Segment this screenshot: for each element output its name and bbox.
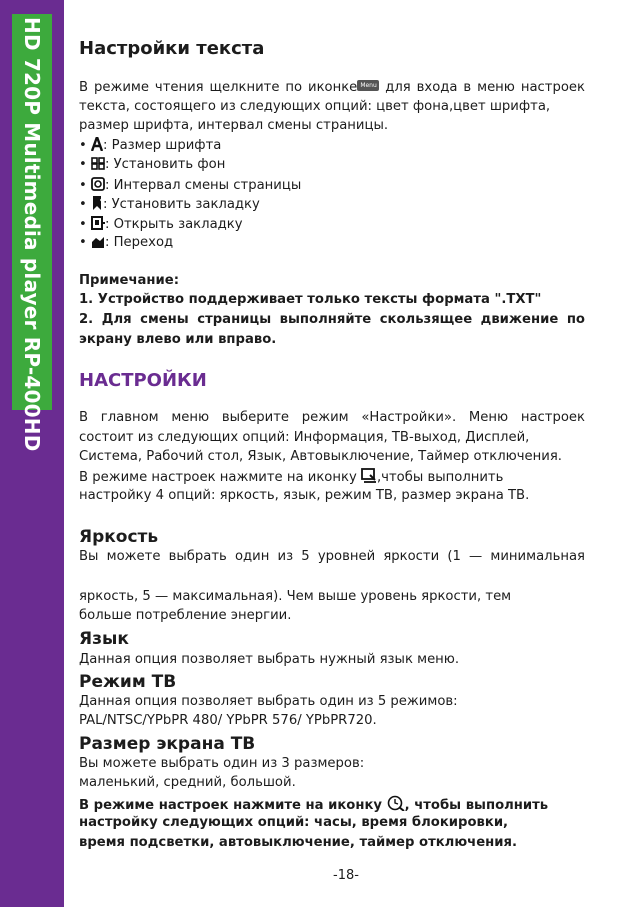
tv-size-bold-line3: время подсветки, автовыключение, таймер отключения. — [79, 835, 517, 850]
settings-line2: состоит из следующих опций: Информация, ТВ-выход, Дисплей, — [79, 430, 530, 445]
list-item-background: • : Установить фон — [79, 157, 226, 172]
text-settings-intro-line2: текста, состоящего из следующих опций: цвет фона,цвет шрифта, — [79, 99, 551, 114]
tv-mode-title: Режим ТВ — [79, 672, 177, 692]
language-line1: Данная опция позволяет выбрать нужный язык меню. — [79, 652, 460, 667]
note-line3: экрану влево или вправо. — [79, 332, 277, 347]
settings-line4: В режиме настроек нажмите на иконку ,чтобы выполнить — [79, 470, 504, 485]
settings-line3: Система, Рабочий стол, Язык, Автовыключение, Таймер отключения. — [79, 449, 562, 464]
goto-icon — [91, 235, 105, 248]
text-settings-title: Настройки текста — [79, 38, 265, 59]
set-bookmark-icon — [91, 196, 103, 210]
list-item-font-size: • : Размер шрифта — [79, 138, 222, 153]
tv-mode-line2: PAL/NTSC/YPbPR 480/ YPbPR 576/ YPbPR720. — [79, 713, 377, 728]
note-line1: 1. Устройство поддерживает только тексты формата ".TXT" — [79, 292, 542, 307]
brightness-line1: Вы можете выбрать один из 5 уровней яркости (1 — минимальная — [79, 549, 585, 564]
settings-icon — [361, 468, 377, 483]
list-item-set-bookmark: • : Установить закладку — [79, 197, 260, 212]
settings-line1: В главном меню выберите режим «Настройки». Меню настроек — [79, 410, 585, 425]
tv-mode-line1: Данная опция позволяет выбрать один из 5 режимов: — [79, 694, 458, 709]
clock-settings-icon — [387, 795, 405, 811]
tv-size-line2: маленький, средний, большой. — [79, 775, 296, 790]
text-settings-intro-line3: размер шрифта, интервал смены страницы. — [79, 118, 389, 133]
tv-size-bold-line2: настройку следующих опций: часы, время блокировки, — [79, 815, 509, 830]
tv-size-title: Размер экрана ТВ — [79, 734, 256, 754]
note-line2: 2. Для смены страницы выполняйте скользящее движение по — [79, 312, 585, 327]
settings-line5: настройку 4 опций: яркость, язык, режим ТВ, размер экрана ТВ. — [79, 488, 530, 503]
page-number: -18- — [333, 868, 359, 883]
tv-size-bold-line1: В режиме настроек нажмите на иконку , чтобы выполнить — [79, 795, 548, 813]
note-title: Примечание: — [79, 273, 179, 288]
open-bookmark-icon — [91, 216, 105, 230]
sidebar — [0, 0, 64, 907]
brightness-line3: больше потребление энергии. — [79, 608, 292, 623]
brightness-title: Яркость — [79, 527, 159, 547]
background-icon — [91, 157, 105, 170]
list-item-page-interval: • : Интервал смены страницы — [79, 178, 302, 193]
tv-size-line1: Вы можете выбрать один из 3 размеров: — [79, 756, 365, 771]
menu-icon: Menu — [357, 80, 379, 91]
list-item-goto: • : Переход — [79, 235, 174, 250]
page-interval-icon — [91, 177, 105, 191]
font-size-icon — [91, 137, 103, 151]
sidebar-title: HD 720P Multimedia player RP-400HD — [20, 17, 44, 452]
language-title: Язык — [79, 629, 129, 649]
settings-heading: НАСТРОЙКИ — [79, 370, 207, 391]
text-settings-intro-line1: В режиме чтения щелкните по иконке Menu для входа в меню настроек — [79, 80, 585, 95]
list-item-open-bookmark: • : Открыть закладку — [79, 217, 243, 232]
brightness-line2: яркость, 5 — максимальная). Чем выше уровень яркости, тем — [79, 589, 512, 604]
